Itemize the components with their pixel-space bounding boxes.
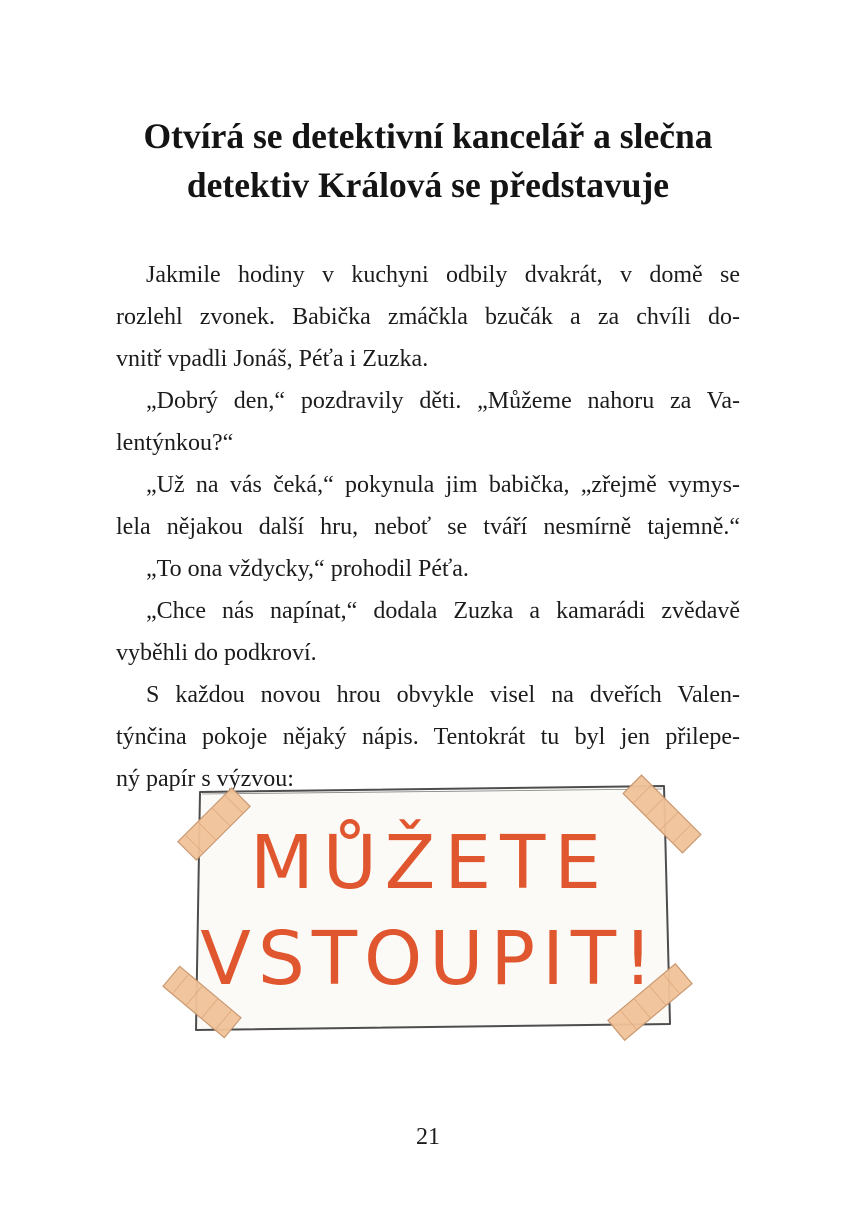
text-line: týnčina pokoje nějaký nápis. Tentokrát tu byl jen přilepe- — [116, 724, 740, 750]
text-line: vnitř vpadli Jonáš, Péťa i Zuzka. — [116, 346, 429, 372]
text-line: rozlehl zvonek. Babička zmáčkla bzučák a za chvíli do- — [116, 304, 740, 330]
sign-text-line-2: VSTOUPIT! — [200, 916, 660, 1002]
page-number: 21 — [416, 1124, 440, 1150]
text-line: Jakmile hodiny v kuchyni odbily dvakrát, v domě se — [146, 262, 740, 288]
text-line: „Dobrý den,“ pozdravily děti. „Můžeme nahoru za Va- — [146, 388, 740, 414]
text-line: „Chce nás napínat,“ dodala Zuzka a kamarádi zvědavě — [146, 598, 740, 624]
text-line: lela nějakou další hru, neboť se tváří nesmírně tajemně.“ — [116, 514, 740, 540]
text-line: lentýnkou?“ — [116, 430, 234, 456]
chapter-title-line-2: detektiv Králová se představuje — [186, 165, 670, 205]
text-line: ný papír s výzvou: — [116, 766, 294, 792]
text-line: „Už na vás čeká,“ pokynula jim babička, „zřejmě vymys- — [146, 472, 740, 498]
chapter-title — [60, 112, 796, 210]
text-line: „To ona vždycky,“ prohodil Péťa. — [146, 556, 469, 582]
body-text — [116, 254, 740, 800]
chapter-title-line-1: Otvírá se detektivní kancelář a slečna — [143, 116, 713, 156]
sign-illustration — [150, 762, 710, 1052]
sign-text-line-1: MŮŽETE — [249, 820, 611, 906]
text-line: vyběhli do podkroví. — [116, 640, 317, 666]
text-line: S každou novou hrou obvykle visel na dveřích Valen- — [146, 682, 740, 708]
